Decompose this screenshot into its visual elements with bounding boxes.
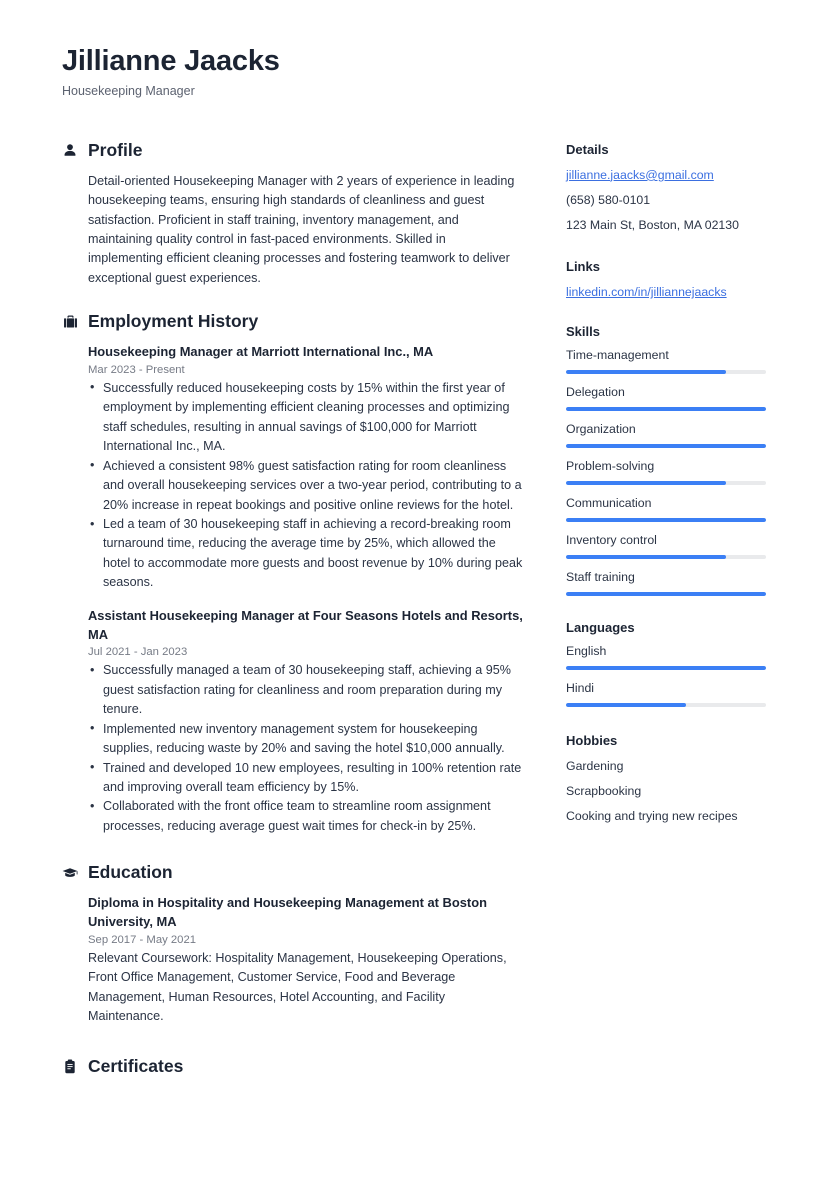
job-bullet: • Successfully managed a team of 30 housekeeping staff, achieving a 95% guest satisfaction rating for cleanliness and room preparation during my tenure. xyxy=(88,661,524,719)
candidate-name: Jillianne Jaacks xyxy=(62,45,280,77)
employment-heading: Employment History xyxy=(88,311,259,332)
address-text: 123 Main St, Boston, MA 02130 xyxy=(566,217,739,232)
skill-label: Communication xyxy=(566,495,652,510)
job-bullet: • Successfully reduced housekeeping costs by 15% within the first year of employment by implementing efficient cleaning processes and optimizing staff schedules, resulting in annual savings of $100,000 for Marriott International Inc., MA. xyxy=(88,379,524,457)
skill-meter-fill xyxy=(566,555,726,559)
job-date: Mar 2023 - Present xyxy=(88,363,185,376)
education-entry xyxy=(62,894,524,1026)
language-meter-fill xyxy=(566,703,686,707)
certificates-heading: Certificates xyxy=(88,1056,184,1077)
skill-meter-fill xyxy=(566,592,766,596)
skill-label: Delegation xyxy=(566,384,625,399)
sidebar-links xyxy=(566,259,766,302)
skill-meter-track xyxy=(566,518,766,522)
skill-row xyxy=(566,422,766,448)
job-date: Jul 2021 - Jan 2023 xyxy=(88,646,188,659)
language-label: Hindi xyxy=(566,680,595,695)
skill-row xyxy=(566,385,766,411)
skill-meter-fill xyxy=(566,407,766,411)
hobbies-heading: Hobbies xyxy=(566,732,618,748)
employment-entry xyxy=(62,607,524,836)
job-bullet: • Implemented new inventory management system for housekeeping supplies, reducing waste by 20% and saving the hotel $10,000 annually. xyxy=(88,720,524,759)
profile-heading-row xyxy=(62,140,524,161)
hobby-item: Cooking and trying new recipes xyxy=(566,808,738,823)
sidebar-details xyxy=(566,142,766,235)
job-bullet: • Led a team of 30 housekeeping staff in achieving a record-breaking room turnaround time, reducing the average time by 25%, which allowed the hotel to accommodate more guests and boost revenue by 10% during peak seasons. xyxy=(88,515,524,593)
education-description: Relevant Coursework: Hospitality Management, Housekeeping Operations, Front Office Management, Customer Service, Food and Beverage Management, Human Resources, Hotel Accounting, and Facility Maintenance. xyxy=(88,950,507,1023)
language-row xyxy=(566,644,766,670)
skill-meter-track xyxy=(566,592,766,596)
certificates-heading-row xyxy=(62,1056,524,1077)
skill-label: Organization xyxy=(566,421,636,436)
profile-text: Detail-oriented Housekeeping Manager with 2 years of experience in leading housekeeping teams, ensuring high standards of cleanliness and guest satisfaction. Proficient in staff training, inventory management, and maintaining quality control in fast-paced environments. Skilled in implementing efficient cleaning processes and fostering teamwork to deliver exceptional guest experiences. xyxy=(88,173,515,285)
section-education xyxy=(62,862,524,1026)
skill-meter-fill xyxy=(566,444,766,448)
skill-row xyxy=(566,570,766,596)
employment-heading-row xyxy=(62,311,524,332)
main-column xyxy=(62,140,524,1100)
sidebar-skills xyxy=(566,324,766,596)
language-row xyxy=(566,681,766,707)
graduation-cap-icon xyxy=(62,864,78,881)
job-bullet: • Collaborated with the front office team to streamline room assignment processes, reducing average guest wait times for check-in by 25%. xyxy=(88,797,524,836)
job-bullets xyxy=(88,379,524,593)
education-title: Diploma in Hospitality and Housekeeping Management at Boston University, MA xyxy=(88,895,487,930)
skill-meter-fill xyxy=(566,370,726,374)
skill-meter-track xyxy=(566,444,766,448)
section-employment xyxy=(62,311,524,836)
skill-label: Staff training xyxy=(566,569,635,584)
language-meter-track xyxy=(566,703,766,707)
education-heading-row xyxy=(62,862,524,883)
resume-columns xyxy=(62,140,771,1100)
skill-meter-fill xyxy=(566,518,766,522)
skill-meter-fill xyxy=(566,481,726,485)
skill-row xyxy=(566,459,766,485)
skill-row xyxy=(566,348,766,374)
hobby-item: Gardening xyxy=(566,758,624,773)
hobby-item: Scrapbooking xyxy=(566,783,642,798)
employment-entry xyxy=(62,343,524,593)
education-date: Sep 2017 - May 2021 xyxy=(88,933,197,946)
email-link[interactable]: jillianne.jaacks@gmail.com xyxy=(566,167,714,182)
skill-row xyxy=(566,496,766,522)
job-bullet: • Achieved a consistent 98% guest satisfaction rating for room cleanliness and overall housekeeping services over a two-year period, contributing to a 20% increase in repeat bookings and positive online reviews for the hotel. xyxy=(88,457,524,515)
candidate-job-title: Housekeeping Manager xyxy=(62,83,195,98)
skill-meter-track xyxy=(566,370,766,374)
language-label: English xyxy=(566,643,607,658)
languages-heading: Languages xyxy=(566,619,635,635)
clipboard-icon xyxy=(62,1058,78,1075)
education-heading: Education xyxy=(88,862,173,883)
skill-meter-track xyxy=(566,407,766,411)
job-title: Housekeeping Manager at Marriott International Inc., MA xyxy=(88,344,434,360)
links-heading: Links xyxy=(566,258,600,274)
skill-label: Problem-solving xyxy=(566,458,655,473)
skill-label: Time-management xyxy=(566,347,669,362)
resume-header xyxy=(62,44,771,98)
profile-heading: Profile xyxy=(88,139,143,160)
sidebar-column xyxy=(566,140,766,846)
sidebar-hobbies xyxy=(566,733,766,826)
section-certificates xyxy=(62,1056,524,1077)
language-meter-fill xyxy=(566,666,766,670)
phone-text: (658) 580-0101 xyxy=(566,192,651,207)
job-bullets xyxy=(88,661,524,836)
skills-heading: Skills xyxy=(566,323,600,339)
skill-label: Inventory control xyxy=(566,532,657,547)
job-bullet: • Trained and developed 10 new employees, resulting in 100% retention rate and improving overall team efficiency by 15%. xyxy=(88,759,524,798)
skill-row xyxy=(566,533,766,559)
briefcase-icon xyxy=(62,313,78,330)
linkedin-link[interactable]: linkedin.com/in/jilliannejaacks xyxy=(566,284,727,299)
job-title: Assistant Housekeeping Manager at Four Seasons Hotels and Resorts, MA xyxy=(88,607,523,642)
sidebar-languages xyxy=(566,620,766,707)
details-heading: Details xyxy=(566,141,609,157)
section-profile xyxy=(62,140,524,288)
language-meter-track xyxy=(566,666,766,670)
person-icon xyxy=(62,142,78,159)
skill-meter-track xyxy=(566,481,766,485)
skill-meter-track xyxy=(566,555,766,559)
